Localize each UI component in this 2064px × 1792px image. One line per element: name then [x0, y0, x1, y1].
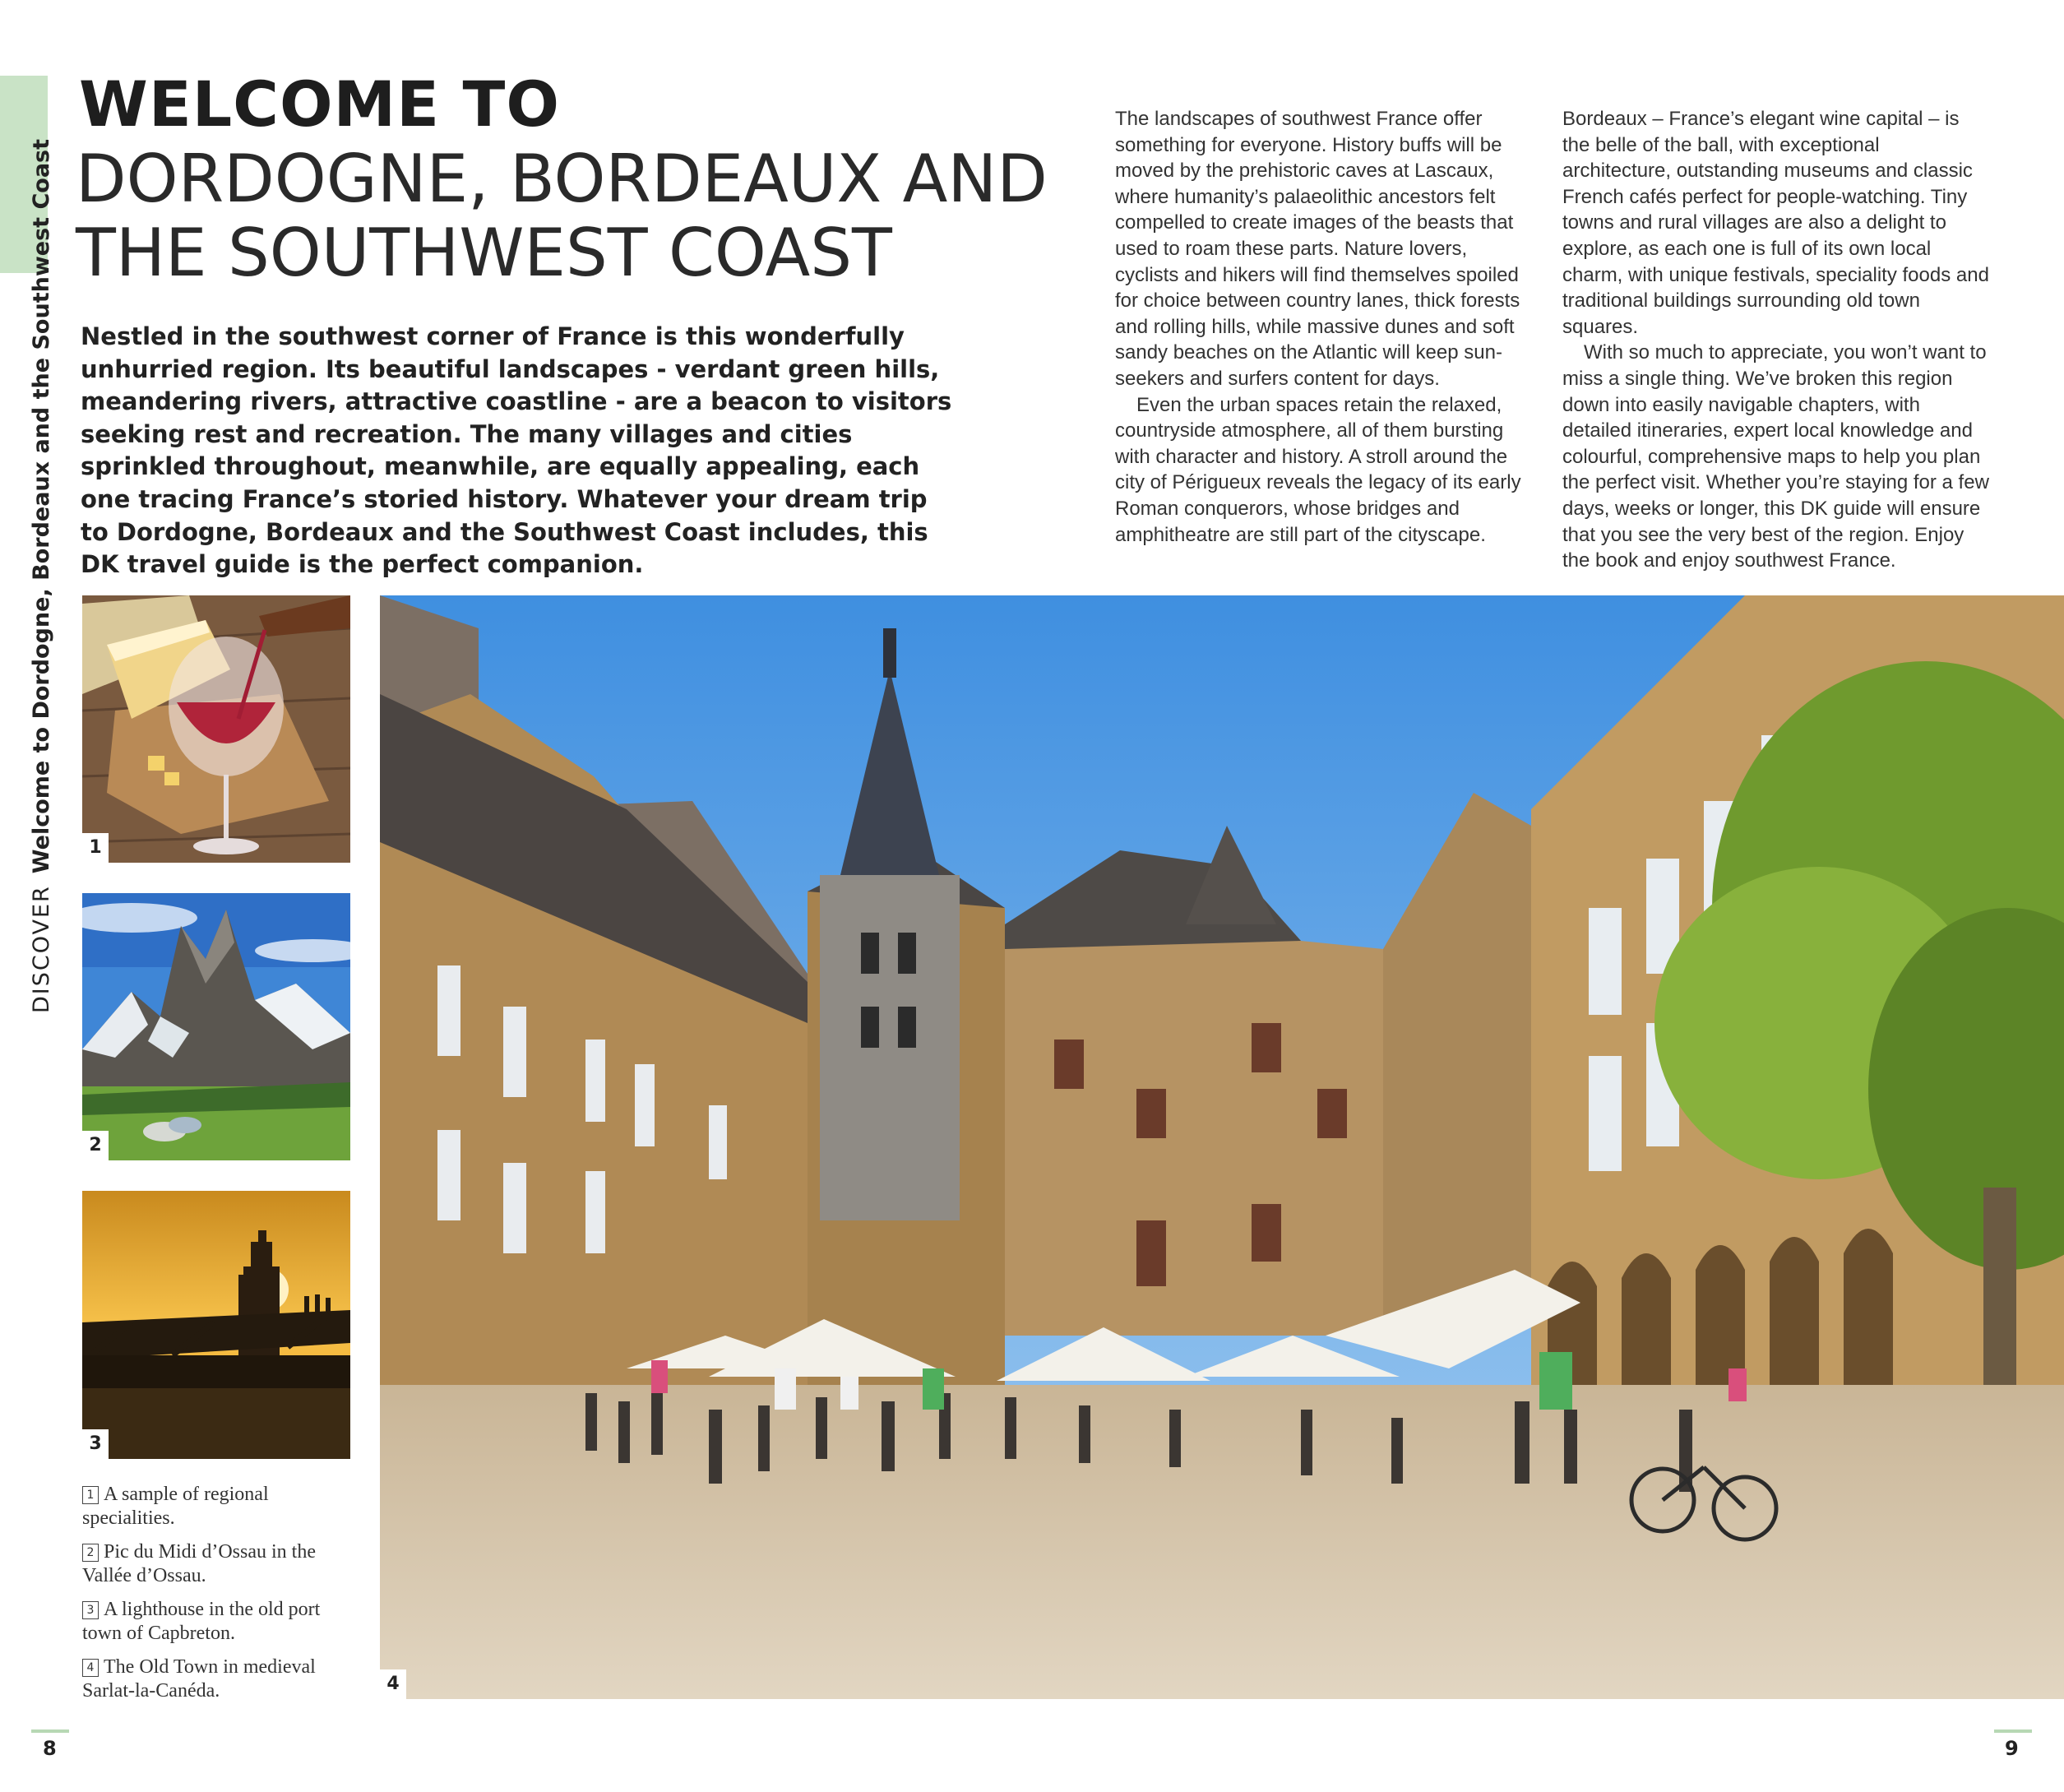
caption-text: A lighthouse in the old port town of Capbreton. — [82, 1599, 321, 1644]
page-title-line-2: DORDOGNE, BORDEAUX AND — [76, 141, 1048, 217]
photo-captions — [82, 1483, 362, 1713]
caption — [82, 1483, 362, 1530]
wine-cheese-illustration — [82, 595, 350, 863]
chapter-label: Welcome to Dordogne, Bordeaux and the Southwest Coast — [29, 138, 54, 874]
body-paragraph: The landscapes of southwest France offer something for everyone. History buffs will be moved by the prehistoric caves at Lascaux, where humanity’s palaeolithic ancestors felt compelled to create images of the beasts that used to roam these parts. Nature lovers, cyclists and hikers will find themselves spoiled for choice between country lanes, thick forests and rolling hills, while massive dunes and soft sandy beaches on the Atlantic will keep sun-seekers and surfers content for days. — [1115, 108, 1520, 390]
photo-number-badge: 1 — [82, 833, 109, 863]
photo-number-badge: 4 — [380, 1669, 406, 1699]
caption-text: The Old Town in medieval Sarlat-la-Canéda. — [82, 1656, 316, 1702]
caption-number: 2 — [82, 1544, 99, 1562]
mountain-illustration — [82, 893, 350, 1160]
body-column-1 — [1115, 106, 1534, 548]
page-number-left: 8 — [43, 1737, 57, 1760]
body-column-2 — [1562, 106, 1990, 574]
body-paragraph: Bordeaux – France’s elegant wine capital – is the belle of the ball, with exceptional architecture, outstanding museums and classic French cafés perfect for people-watching. Tiny towns and rural villages are also a delight to explore, as each one is full of its own local charm, with unique festivals, speciality foods and traditional buildings surrounding old town squares. — [1562, 108, 1989, 338]
caption-number: 4 — [82, 1659, 99, 1677]
body-paragraph: With so much to appreciate, you won’t want to miss a single thing. We’ve broken this region down into easily navigable chapters, with detailed itineraries, expert local knowledge and colourful, comprehensive maps to help you plan the perfect visit. Whether you’re staying for a few days, weeks or longer, this DK guide will ensure that you see the very best of the region. Enjoy the book and enjoy southwest France. — [1562, 341, 1989, 572]
caption-number: 1 — [82, 1486, 99, 1504]
caption-text: A sample of regional specialities. — [82, 1484, 269, 1529]
caption-text: Pic du Midi d’Ossau in the Vallée d’Ossau. — [82, 1541, 316, 1586]
town-square-illustration — [380, 595, 2064, 1699]
page-title-line-3: THE SOUTHWEST COAST — [76, 215, 892, 291]
page-number-bar-left — [31, 1729, 69, 1733]
body-paragraph: Even the urban spaces retain the relaxed, countryside atmosphere, all of them bursting with character and history. A stroll around the city of Périgueux reveals the legacy of its early Roman conquerors, whose bridges and amphitheatre are still part of the cityscape. — [1115, 393, 1521, 546]
caption — [82, 1540, 362, 1587]
caption-number: 3 — [82, 1601, 99, 1619]
intro-paragraph: Nestled in the southwest corner of France is this wonderfully unhurried region. Its beautiful landscapes - verdant green hills, meandering rivers, attractive coastline - are a beacon to visitors seeking rest and recreation. The many villages and cities sprinkled throughout, meanwhile, are equally appealing, each one tracing France’s storied history. Whatever your dream trip to Dordogne, Bordeaux and the Southwest Coast includes, this DK travel guide is the perfect companion. — [81, 322, 952, 579]
caption — [82, 1598, 362, 1645]
photo-number-badge: 2 — [82, 1131, 109, 1160]
page-title-line-1: WELCOME TO — [79, 67, 561, 141]
page-number-right: 9 — [2005, 1737, 2019, 1760]
photo-regional-specialities — [82, 595, 350, 863]
photo-sarlat-old-town — [380, 595, 2064, 1699]
photo-capbreton-lighthouse — [82, 1191, 350, 1459]
lighthouse-illustration — [82, 1191, 350, 1459]
running-header-vertical — [20, 138, 64, 1013]
page-number-bar-right — [1994, 1729, 2032, 1733]
section-label: DISCOVER — [29, 885, 54, 1013]
photo-pic-du-midi — [82, 893, 350, 1160]
caption — [82, 1655, 362, 1702]
photo-number-badge: 3 — [82, 1429, 109, 1459]
